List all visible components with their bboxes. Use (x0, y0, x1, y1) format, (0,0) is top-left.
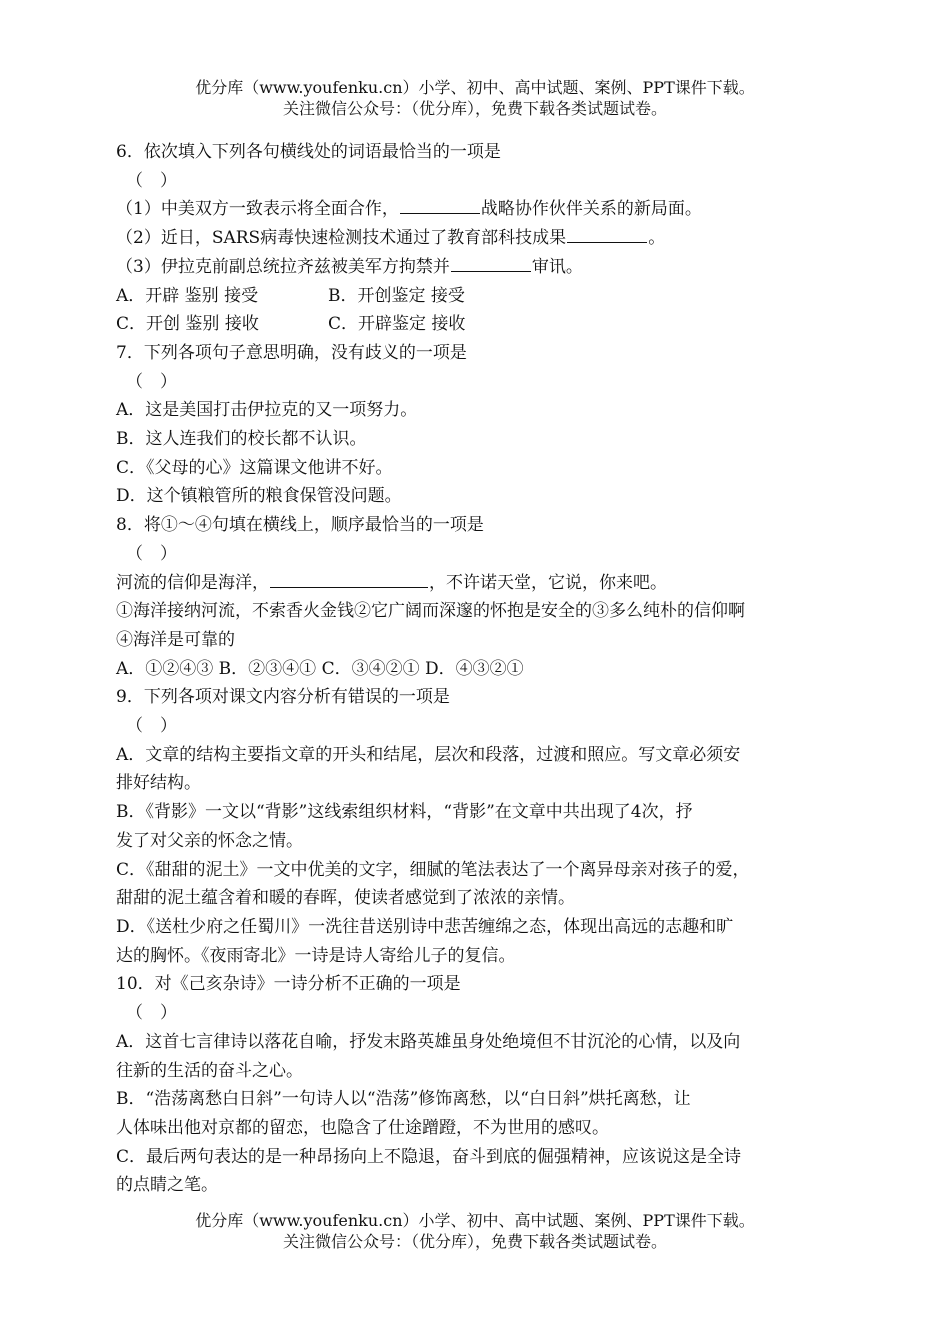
header-line-2: 关注微信公众号：（优分库），免费下载各类试题试卷。 (282, 99, 667, 118)
fill-blank (400, 195, 480, 214)
q6-answer-paren: （ ） (126, 170, 177, 191)
q8-options: A．①②④③ B．②③④① C．③④②① D．④③②① (116, 658, 524, 679)
q6-sentence-3 (116, 253, 846, 282)
q6-stem: 6．依次填入下列各句横线处的词语最恰当的一项是 (116, 142, 501, 162)
q10-option-b-line-1: B．“浩荡离愁白日斜”一句诗人以“浩荡”修饰离愁，以“白日斜”烘托离愁，让 (116, 1089, 691, 1110)
q8-passage-after: ，不许诺天堂，它说，你来吧。 (429, 572, 667, 593)
q9-option-a-line-2: 排好结构。 (116, 773, 201, 794)
q9-option-d-line-1: D．《送杜少府之任蜀川》一洗往昔送别诗中悲苦缠绵之态，体现出高远的志趣和旷 (116, 916, 734, 937)
q10-option-c-line-1: C．最后两句表达的是一种昂扬向上不隐退，奋斗到底的倔强精神，应该说这是全诗 (116, 1146, 742, 1167)
q10-option-a-line-1: A．这首七言律诗以落花自喻，抒发末路英雄虽身处绝境但不甘沉沦的心情，以及向 (116, 1031, 741, 1052)
q6-s3-after: 审讯。 (531, 256, 583, 277)
q6-option-d: C．开辟鉴定 接收 (328, 314, 466, 335)
q10-stem: 10．对《己亥杂诗》一诗分析不正确的一项是 (116, 974, 461, 995)
q9-answer-paren: （ ） (126, 716, 177, 737)
q7-option-b: B．这人连我们的校长都不认识。 (116, 429, 367, 450)
q9-option-b-line-1: B．《背影》一文以“背影”这线索组织材料，“背影”在文章中共出现了4次，抒 (116, 802, 693, 823)
q8-passage (116, 569, 846, 598)
q6-s1-after: 战略协作伙伴关系的新局面。 (480, 199, 702, 220)
q7-option-d: D．这个镇粮管所的粮食保管没问题。 (116, 486, 402, 507)
q9-option-d-line-2: 达的胸怀。《夜雨寄北》一诗是诗人寄给儿子的复信。 (116, 945, 516, 966)
q8-items-line-2: ④海洋是可靠的 (116, 629, 235, 650)
q10-option-a-line-2: 往新的生活的奋斗之心。 (116, 1060, 303, 1081)
q6-option-a: A．开辟 鉴别 接受 (116, 285, 259, 306)
q6-s3-before: （3）伊拉克前副总统拉齐兹被美军方拘禁并 (116, 256, 450, 277)
q10-answer-paren: （ ） (126, 1003, 177, 1024)
q6-option-c: C．开创 鉴别 接收 (116, 314, 259, 335)
q10-option-c-line-2: 的点睛之笔。 (116, 1175, 218, 1196)
q6-options-row-1 (116, 282, 846, 311)
q7-stem: 7．下列各项句子意思明确，没有歧义的一项是 (116, 342, 467, 363)
fill-blank (567, 224, 647, 243)
q6-s2-before: （2）近日，SARS病毒快速检测技术通过了教育部科技成果 (116, 228, 567, 249)
q8-items-line-1: ①海洋接纳河流，不索香火金钱②它广阔而深邃的怀抱是安全的③多么纯朴的信仰啊 (116, 601, 745, 622)
q7-option-a: A．这是美国打击伊拉克的又一项努力。 (116, 400, 418, 421)
q6-option-b: B．开创鉴定 接受 (328, 285, 465, 306)
q6-s1-before: （1）中美双方一致表示将全面合作， (116, 199, 399, 220)
q9-option-a-line-1: A．文章的结构主要指文章的开头和结尾，层次和段落，过渡和照应。写文章必须安 (116, 744, 741, 765)
fill-blank (270, 569, 428, 588)
header-line-1: 优分库（www.youfenku.cn）小学、初中、高中试题、案例、PPT课件下载。 (195, 78, 755, 97)
exam-content (116, 138, 846, 1200)
q6-s2-after: 。 (648, 228, 666, 249)
footer-line-2: 关注微信公众号：（优分库），免费下载各类试题试卷。 (282, 1232, 667, 1251)
q9-option-c-line-1: C．《甜甜的泥土》一文中优美的文字，细腻的笔法表达了一个离异母亲对孩子的爱， (116, 859, 750, 880)
q10-option-b-line-2: 人体味出他对京都的留恋，也隐含了仕途蹭蹬，不为世用的感叹。 (116, 1117, 609, 1138)
q6-options-row-2 (116, 310, 846, 339)
q6-sentence-2 (116, 224, 846, 253)
q8-stem: 8．将①～④句填在横线上，顺序最恰当的一项是 (116, 515, 484, 536)
q7-option-c: C．《父母的心》这篇课文他讲不好。 (116, 457, 393, 478)
q8-passage-before: 河流的信仰是海洋， (116, 572, 269, 593)
page-header (0, 77, 950, 119)
footer-line-1: 优分库（www.youfenku.cn）小学、初中、高中试题、案例、PPT课件下载。 (195, 1211, 755, 1230)
q7-answer-paren: （ ） (126, 371, 177, 392)
q6-sentence-1 (116, 195, 846, 224)
q9-stem: 9．下列各项对课文内容分析有错误的一项是 (116, 687, 450, 708)
q8-answer-paren: （ ） (126, 543, 177, 564)
q9-option-c-line-2: 甜甜的泥土蕴含着和暖的春晖，使读者感觉到了浓浓的亲情。 (116, 888, 575, 909)
page-footer (0, 1210, 950, 1252)
q9-option-b-line-2: 发了对父亲的怀念之情。 (116, 830, 303, 851)
fill-blank (451, 253, 531, 272)
